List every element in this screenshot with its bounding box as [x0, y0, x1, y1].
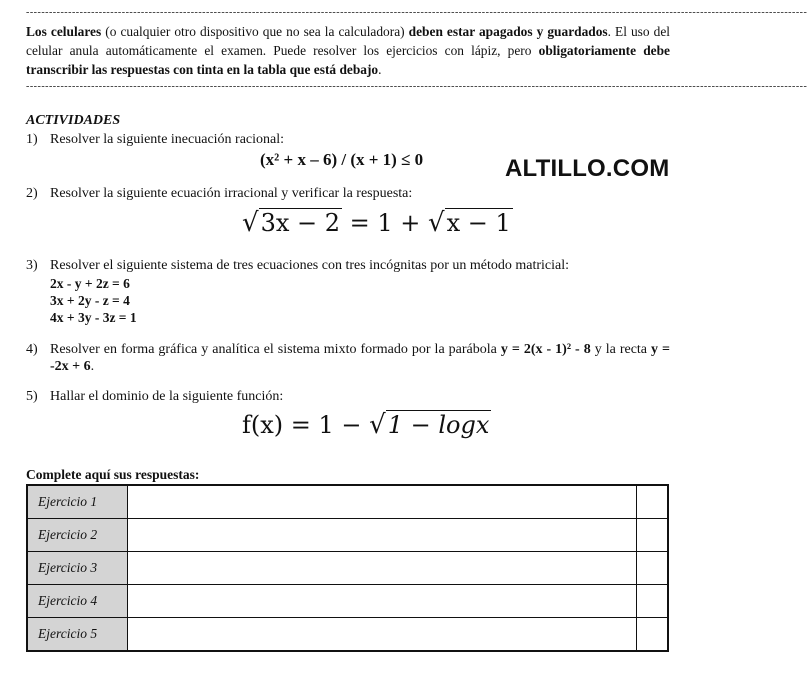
- function-radicand: 1 − logx: [387, 411, 490, 439]
- sqrt-function: √1 − logx: [369, 410, 490, 440]
- system-equation-1: 2x - y + 2z = 6: [50, 276, 130, 291]
- answer-cell[interactable]: [128, 485, 637, 519]
- answer-extra-cell[interactable]: [637, 618, 668, 652]
- exercise-4-number: 4): [26, 342, 38, 357]
- top-dashed-rule: ------------------------------------------------------------------------------------------------------------------------------------------------------------------------------------------------------------: [26, 7, 807, 18]
- answers-title: Complete aquí sus respuestas:: [26, 467, 200, 482]
- answer-label: Ejercicio 2: [27, 519, 128, 552]
- exercise-2-text: Resolver la siguiente ecuación irracional y verificar la respuesta:: [50, 186, 413, 201]
- inequality-formula: (x² + x – 6) / (x + 1) ≤ 0: [260, 150, 424, 169]
- answer-extra-cell[interactable]: [637, 485, 668, 519]
- exercise-2: [26, 185, 670, 202]
- system-equation-2: 3x + 2y - z = 4: [50, 293, 130, 308]
- notice-text-2: . El uso del celular anula automáticamente el examen. Puede resolver los ejercicios con lápiz, pero: [26, 24, 670, 58]
- radicand-left: 3x − 2: [260, 209, 341, 237]
- exercise-4-text-c: y la recta: [590, 342, 652, 357]
- exercise-5-number: 5): [26, 389, 38, 404]
- bottom-dashed-rule: ------------------------------------------------------------------------------------------------------------------------------------------------------------------------------------------------------------: [26, 81, 807, 92]
- answer-cell[interactable]: [128, 552, 637, 585]
- function-prefix: f(x) = 1 −: [242, 411, 370, 439]
- answer-row: [27, 552, 668, 585]
- answer-extra-cell[interactable]: [637, 519, 668, 552]
- notice-text-1: (o cualquier otro dispositivo que no sea la calculadora): [101, 24, 409, 39]
- notice-bold-1: Los celulares: [26, 24, 102, 39]
- answers-table: [26, 484, 669, 652]
- exercise-1-number: 1): [26, 132, 38, 147]
- equation-system: [50, 275, 137, 326]
- parabola-formula: y = 2(x - 1)² - 8: [500, 342, 591, 357]
- answer-row: [27, 485, 668, 519]
- notice-text-3: .: [378, 62, 382, 77]
- answer-cell[interactable]: [128, 519, 637, 552]
- radicand-right: x − 1: [446, 209, 511, 237]
- exercise-4-text-a: Resolver en forma gráfica y analítica el sistema mixto formado por la parábola: [50, 342, 501, 357]
- answer-row: [27, 618, 668, 652]
- notice-bold-3: obligatoriamente debe transcribir las respuestas con tinta en la tabla que está debajo: [26, 43, 670, 77]
- answer-cell[interactable]: [128, 585, 637, 618]
- exercise-3: [26, 257, 670, 274]
- answer-label: Ejercicio 4: [27, 585, 128, 618]
- phone-notice: [26, 22, 670, 79]
- sqrt-right: √x − 1: [428, 208, 511, 238]
- equation-middle: = 1 +: [342, 209, 429, 237]
- watermark-logo: ALTILLO.COM: [505, 155, 670, 182]
- exercise-3-number: 3): [26, 258, 38, 273]
- function-formula: [242, 410, 491, 440]
- exercise-4: [26, 341, 670, 375]
- answer-extra-cell[interactable]: [637, 585, 668, 618]
- exercise-2-number: 2): [26, 186, 38, 201]
- exercise-5-text: Hallar el dominio de la siguiente función:: [50, 389, 284, 404]
- exercise-3-text: Resolver el siguiente sistema de tres ecuaciones con tres incógnitas por un método matricial:: [50, 258, 570, 273]
- answer-cell[interactable]: [128, 618, 637, 652]
- line-formula: y = -2x + 6: [50, 342, 670, 374]
- answer-label: Ejercicio 3: [27, 552, 128, 585]
- sqrt-left: √3x − 2: [242, 208, 341, 238]
- answer-row: [27, 519, 668, 552]
- answer-row: [27, 585, 668, 618]
- exercise-1-text: Resolver la siguiente inecuación racional:: [50, 132, 285, 147]
- answer-extra-cell[interactable]: [637, 552, 668, 585]
- answer-label: Ejercicio 5: [27, 618, 128, 652]
- notice-bold-2: deben estar apagados y guardados: [408, 24, 608, 39]
- activities-heading: ACTIVIDADES: [26, 113, 121, 128]
- system-equation-3: 4x + 3y - 3z = 1: [50, 310, 137, 325]
- exercise-5: [26, 388, 670, 405]
- exercise-1: [26, 131, 670, 148]
- answer-label: Ejercicio 1: [27, 485, 128, 519]
- irrational-equation: [242, 208, 513, 238]
- exercise-4-text-e: .: [90, 359, 95, 374]
